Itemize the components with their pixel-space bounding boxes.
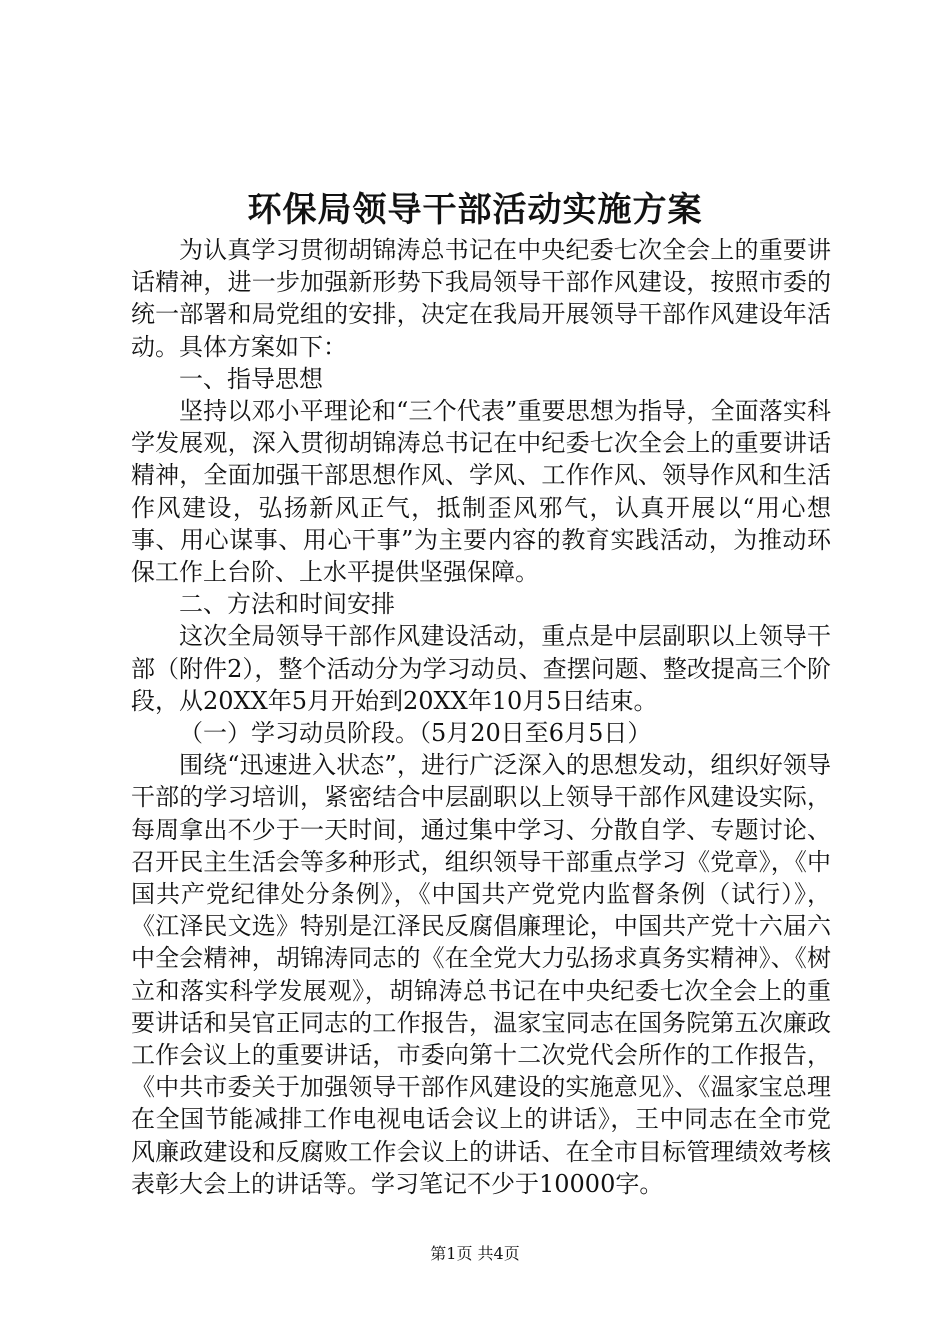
section-heading-methods-schedule: 二、方法和时间安排 (179, 590, 395, 619)
intro-paragraph: 为认真学习贯彻胡锦涛总书记在中央纪委七次全会上的重要讲话精神，进一步加强新形势下我局领导干部作风建设，按照市委的统一部署和局党组的安排，决定在我局开展领导干部作风建设年活动。具体方案如下： (131, 236, 831, 361)
document-title: 环保局领导干部活动实施方案 (247, 190, 703, 230)
guiding-ideology-paragraph: 坚持以邓小平理论和“三个代表”重要思想为指导，全面落实科学发展观，深入贯彻胡锦涛总书记在中纪委七次全会上的重要讲话精神，全面加强干部思想作风、学风、工作作风、领导作风和生活作风建设，弘扬新风正气，抵制歪风邪气，认真开展以“用心想事、用心谋事、用心干事”为主要内容的教育实践活动，为推动环保工作上台阶、上水平提供坚强保障。 (131, 397, 831, 587)
methods-schedule-paragraph: 这次全局领导干部作风建设活动，重点是中层副职以上领导干部（附件2），整个活动分为学习动员、查摆问题、整改提高三个阶段，从20XX年5月开始到20XX年10月5日结束。 (131, 622, 831, 715)
page-footer: 第1页 共4页 (430, 1244, 520, 1263)
section-heading-guiding-ideology: 一、指导思想 (179, 364, 323, 393)
study-phase-paragraph: 围绕“迅速进入状态”，进行广泛深入的思想发动，组织好领导干部的学习培训，紧密结合中层副职以上领导干部作风建设实际，每周拿出不少于一天时间，通过集中学习、分散自学、专题讨论、召开民主生活会等多种形式，组织领导干部重点学习《党章》，《中国共产党纪律处分条例》，《中国共产党党内监督条例（试行）》，《江泽民文选》特别是江泽民反腐倡廉理论，中国共产党十六届六中全会精神，胡锦涛同志的《在全党大力弘扬求真务实精神》、《树立和落实科学发展观》，胡锦涛总书记在中央纪委七次全会上的重要讲话和吴官正同志的工作报告，温家宝同志在国务院第五次廉政工作会议上的重要讲话，市委向第十二次党代会所作的工作报告，《中共市委关于加强领导干部作风建设的实施意见》、《温家宝总理在全国节能减排工作电视电话会议上的讲话》，王中同志在全市党风廉政建设和反腐败工作会议上的讲话、在全市目标管理绩效考核表彰大会上的讲话等。学习笔记不少于10000字。 (131, 751, 831, 1198)
subsection-heading-study-phase: （一）学习动员阶段。（5月20日至6月5日） (179, 719, 652, 748)
document-body (131, 234, 831, 1200)
